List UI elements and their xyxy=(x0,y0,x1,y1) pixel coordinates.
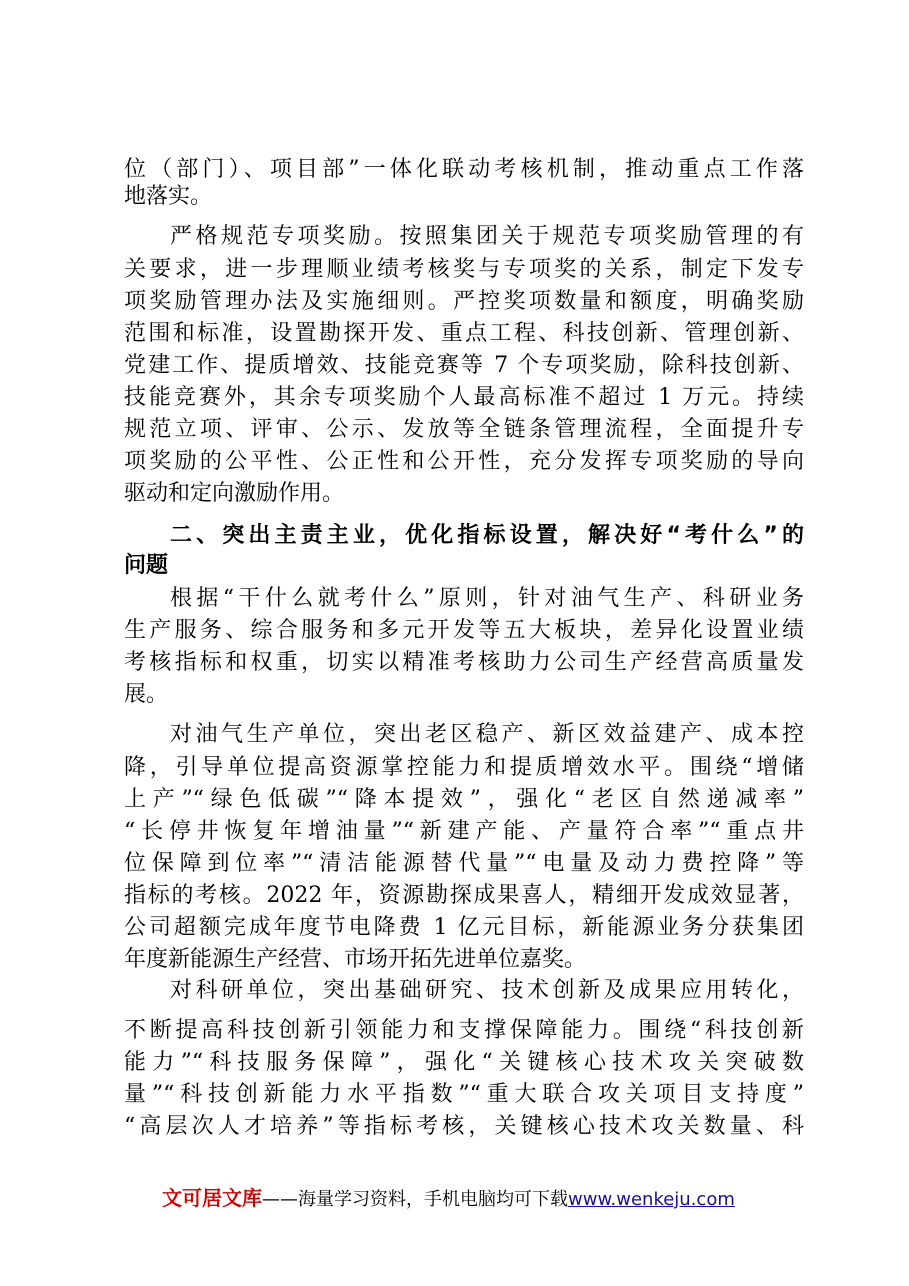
paragraph-line: “长停井恢复年增油量”“新建产能、产量符合率”“重点井 xyxy=(124,819,804,844)
paragraph-line: 指标的考核。2022 年，资源勘探成果喜人，精细开发成效显著， xyxy=(124,883,804,908)
footer-tagline: ——海量学习资料，手机电脑均可下载 xyxy=(262,1189,568,1210)
paragraph-line: 位（部门）、项目部”一体化联动考核机制，推动重点工作落 xyxy=(124,157,804,182)
paragraph-line: 项奖励管理办法及实施细则。严控奖项数量和额度，明确奖励 xyxy=(124,289,804,314)
paragraph-line: 不断提高科技创新引领能力和支撑保障能力。围绕“科技创新 xyxy=(124,1018,804,1043)
paragraph-line: 党建工作、提质增效、技能竞赛等 7 个专项奖励，除科技创新、 xyxy=(124,353,804,378)
footer-banner xyxy=(162,1183,802,1213)
paragraph-line: 年度新能源生产经营、市场开拓先进单位嘉奖。 xyxy=(124,947,587,972)
paragraph-line: 上产”“绿色低碳”“降本提效”，强化“老区自然递减率” xyxy=(124,787,804,812)
paragraph-line: 严格规范专项奖励。按照集团关于规范专项奖励管理的有 xyxy=(170,224,804,249)
paragraph-line: 地落实。 xyxy=(124,184,213,209)
paragraph-line: 规范立项、评审、公示、发放等全链条管理流程，全面提升专 xyxy=(124,417,804,442)
paragraph-line: 展。 xyxy=(124,682,169,707)
paragraph-line: 位保障到位率”“清洁能源替代量”“电量及动力费控降”等 xyxy=(124,851,804,876)
paragraph-line: 技能竞赛外，其余专项奖励个人最高标准不超过 1 万元。持续 xyxy=(124,385,804,410)
paragraph-line: 对科研单位，突出基础研究、技术创新及成果应用转化， xyxy=(170,978,804,1003)
section-heading-line: 二、突出主责主业，优化指标设置，解决好“考什么”的 xyxy=(170,523,804,548)
paragraph-line: 对油气生产单位，突出老区稳产、新区效益建产、成本控 xyxy=(170,722,804,747)
footer-url-link[interactable]: www.wenkeju.com xyxy=(568,1189,735,1210)
section-heading-line: 问题 xyxy=(124,553,169,578)
paragraph-line: 范围和标准，设置勘探开发、重点工程、科技创新、管理创新、 xyxy=(124,321,804,346)
paragraph-line: 公司超额完成年度节电降费 1 亿元目标，新能源业务分获集团 xyxy=(124,915,804,940)
paragraph-line: 项奖励的公平性、公正性和公开性，充分发挥专项奖励的导向 xyxy=(124,449,804,474)
paragraph-line: 量”“科技创新能力水平指数”“重大联合攻关项目支持度” xyxy=(124,1082,804,1107)
footer-brand: 文可居文库 xyxy=(162,1186,262,1210)
paragraph-line: 根据“干什么就考什么”原则，针对油气生产、科研业务 xyxy=(170,586,804,611)
paragraph-line: “高层次人才培养”等指标考核，关键核心技术攻关数量、科 xyxy=(124,1114,804,1139)
paragraph-line: 生产服务、综合服务和多元开发等五大板块，差异化设置业绩 xyxy=(124,618,804,643)
paragraph-line: 驱动和定向激励作用。 xyxy=(124,481,345,506)
paragraph-line: 能力”“科技服务保障”，强化“关键核心技术攻关突破数 xyxy=(124,1050,804,1075)
paragraph-line: 考核指标和权重，切实以精准考核助力公司生产经营高质量发 xyxy=(124,650,804,675)
paragraph-line: 关要求，进一步理顺业绩考核奖与专项奖的关系，制定下发专 xyxy=(124,257,804,282)
paragraph-line: 降，引导单位提高资源掌控能力和提质增效水平。围绕“增储 xyxy=(124,755,804,780)
